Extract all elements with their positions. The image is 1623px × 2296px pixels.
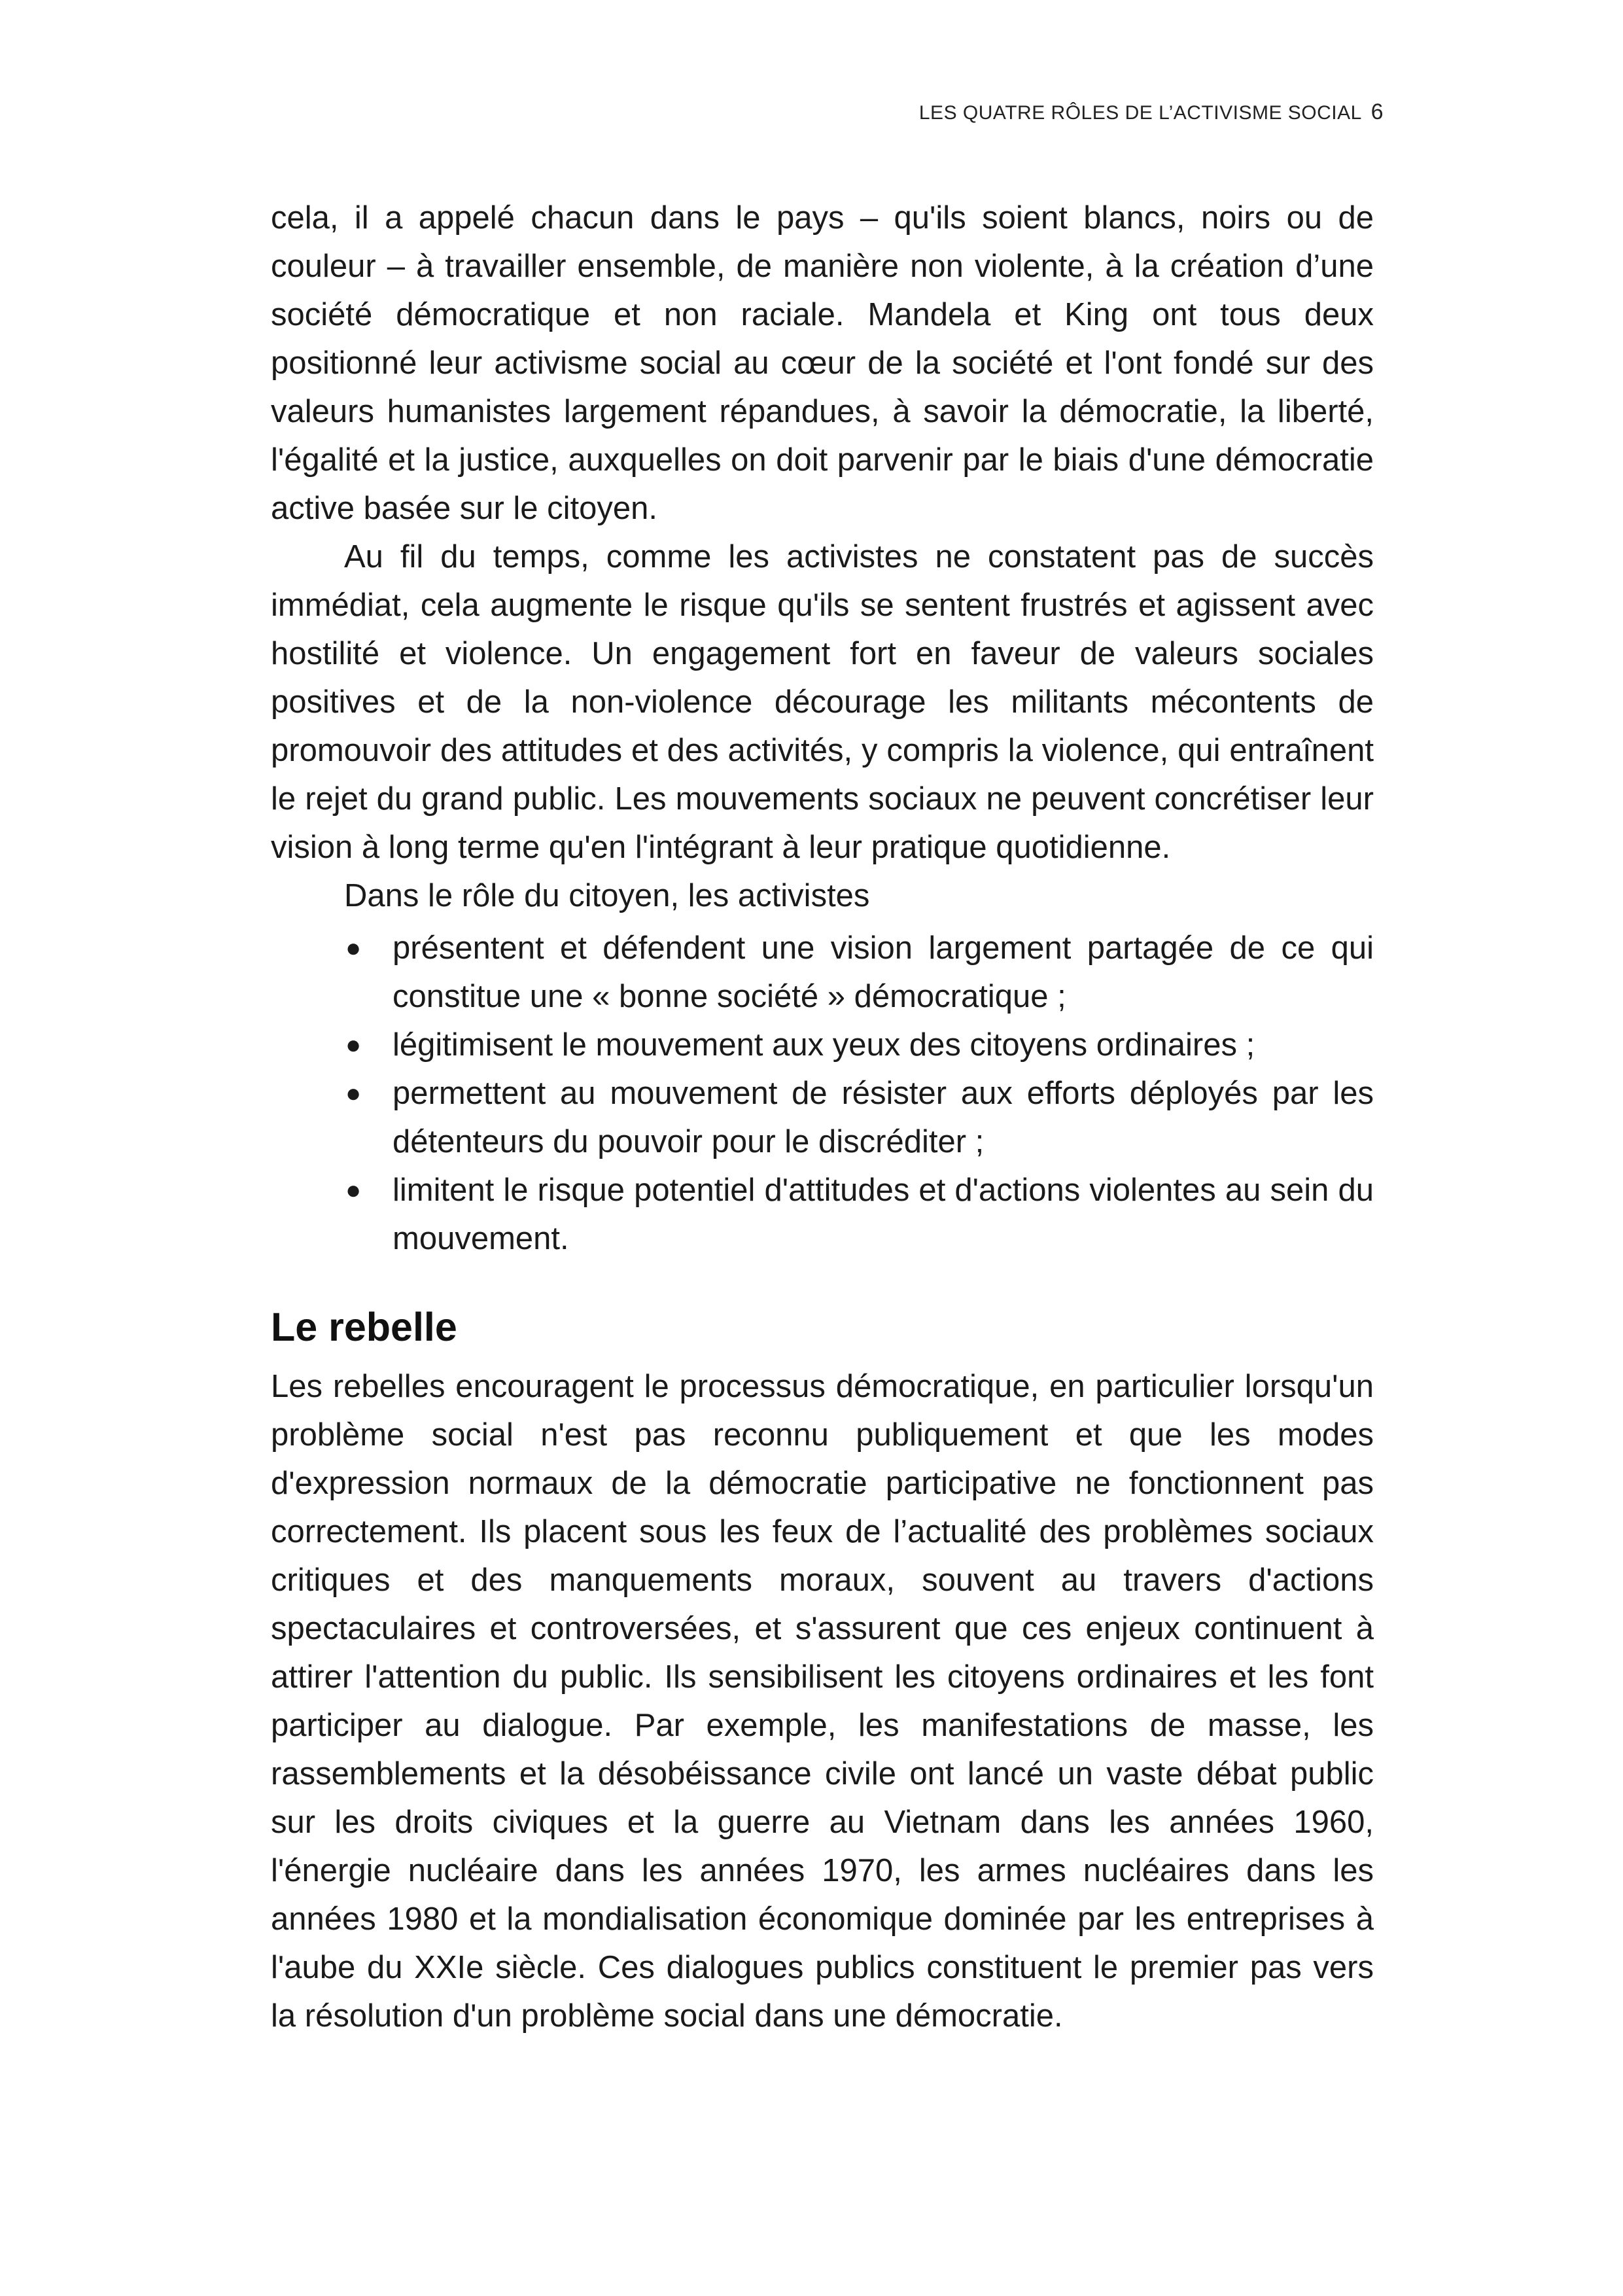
bullet-list: [271, 924, 1374, 1263]
list-item-text: permettent au mouvement de résister aux efforts déployés par les détenteurs du pouvoir pour le discréditer ;: [393, 1076, 1374, 1159]
running-title: LES QUATRE RÔLES DE L’ACTIVISME SOCIAL: [918, 102, 1361, 124]
bullet-icon: ●: [345, 1031, 362, 1059]
bullet-icon: ●: [345, 1079, 362, 1108]
list-item-text: limitent le risque potentiel d'attitudes et d'actions violentes au sein du mouvement.: [393, 1173, 1374, 1256]
list-item: [271, 1021, 1374, 1069]
list-item: [271, 1069, 1374, 1166]
bullet-icon: ●: [345, 1176, 362, 1205]
running-header: [919, 99, 1384, 125]
paragraph-3: Dans le rôle du citoyen, les activistes: [344, 878, 870, 913]
list-item-text: présentent et défendent une vision largement partagée de ce qui constitue une « bonne société » démocratique ;: [393, 930, 1374, 1014]
paragraph-4: Les rebelles encouragent le processus démocratique, en particulier lorsqu'un problème social n'est pas reconnu publiquement et que les modes d'expression normaux de la démocratie participative ne fonctionnent pas correctement. Ils placent sous les feux de l’actualité des problèmes sociaux critiques et des manquements moraux, souvent au travers d'actions spectaculaires et controversées, et s'assurent que ces enjeux continuent à attirer l'attention du public. Ils sensibilisent les citoyens ordinaires et les font participer au dialogue. Par exemple, les manifestations de masse, les rassemblements et la désobéissance civile ont lancé un vaste débat public sur les droits civiques et la guerre au Vietnam dans les années 1960, l'énergie nucléaire dans les années 1970, les armes nucléaires dans les années 1980 et la mondialisation économique dominée par les entreprises à l'aube du XXIe siècle. Ces dialogues publics constituent le premier pas vers la résolution d'un problème social dans une démocratie.: [271, 1369, 1374, 2034]
paragraph-1: cela, il a appelé chacun dans le pays – qu'ils soient blancs, noirs ou de couleur – à travailler ensemble, de manière non violente, à la création d’une société démocratique et non raciale. Mandela et King ont tous deux positionné leur activisme social au cœur de la société et l'ont fondé sur des valeurs humanistes largement répandues, à savoir la démocratie, la liberté, l'égalité et la justice, auxquelles on doit parvenir par le biais d'une démocratie active basée sur le citoyen.: [271, 200, 1374, 526]
bullet-icon: ●: [345, 934, 362, 963]
list-item: [271, 924, 1374, 1021]
page-number: 6: [1370, 99, 1384, 124]
paragraph-2: Au fil du temps, comme les activistes ne constatent pas de succès immédiat, cela augmente le risque qu'ils se sentent frustrés et agissent avec hostilité et violence. Un engagement fort en faveur de valeurs sociales positives et de la non-violence décourage les militants mécontents de promouvoir des attitudes et des activités, y compris la violence, qui entraînent le rejet du grand public. Les mouvements sociaux ne peuvent concrétiser leur vision à long terme qu'en l'intégrant à leur pratique quotidienne.: [271, 539, 1374, 865]
section-heading: Le rebelle: [271, 1305, 457, 1349]
list-item: [271, 1166, 1374, 1263]
list-item-text: légitimisent le mouvement aux yeux des citoyens ordinaires ;: [393, 1027, 1255, 1063]
page-body: [271, 194, 1374, 2040]
